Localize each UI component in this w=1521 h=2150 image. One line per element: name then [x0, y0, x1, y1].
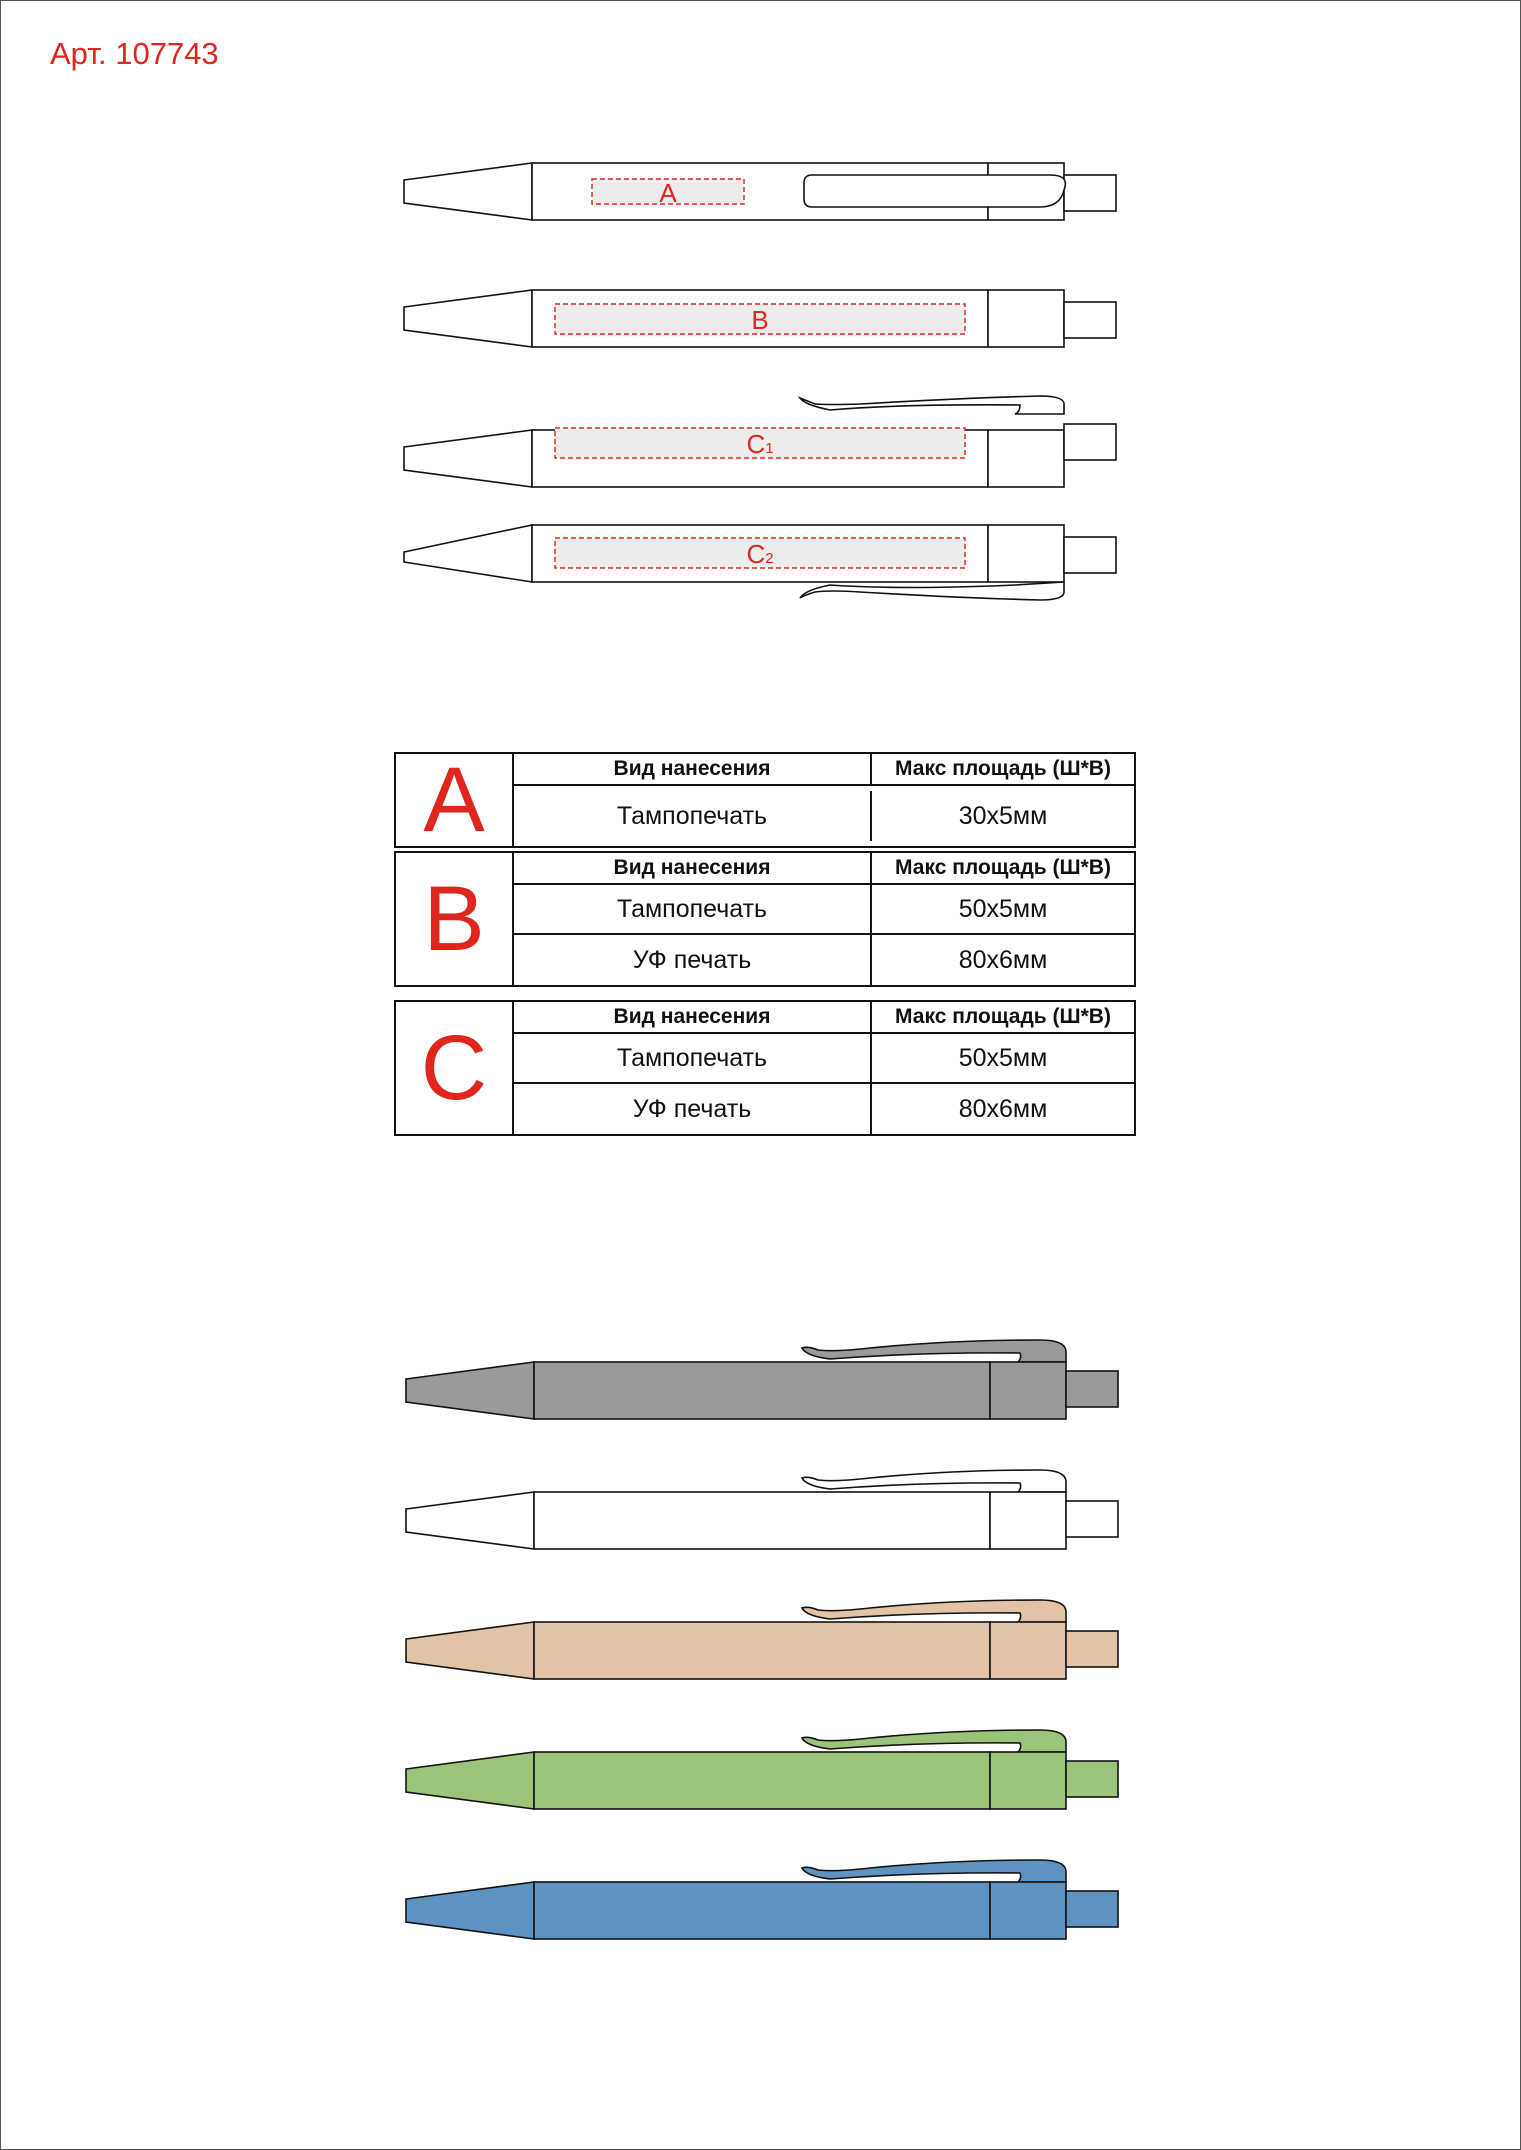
table-letter: B	[396, 853, 514, 985]
zone-label-c2: C2	[746, 539, 774, 569]
color-variants	[406, 1340, 1118, 1939]
pen-grey	[406, 1340, 1118, 1419]
header-area: Макс площадь (Ш*В)	[872, 853, 1134, 885]
header-area: Макс площадь (Ш*В)	[872, 754, 1134, 786]
print-table-a	[394, 749, 1136, 851]
print-table-c	[394, 1000, 1136, 1136]
header-method: Вид нанесения	[514, 754, 872, 786]
pen-blue	[406, 1860, 1118, 1939]
row-area: 30х5мм	[958, 801, 1048, 830]
row-method: УФ печать	[514, 935, 872, 985]
pen-green	[406, 1730, 1118, 1809]
table-letter: A	[396, 754, 514, 846]
pen-diagram-zone-b	[404, 290, 1116, 347]
article-number: Арт. 107743	[50, 36, 219, 71]
row-method: Тампопечать	[514, 791, 872, 841]
header-area: Макс площадь (Ш*В)	[872, 1002, 1134, 1034]
pen-diagram-zone-c2	[404, 525, 1116, 600]
table-letter: C	[396, 1002, 514, 1134]
zone-label-c1: C1	[746, 429, 774, 459]
print-table-b	[394, 851, 1136, 987]
pen-beige	[406, 1600, 1118, 1679]
row-method: Тампопечать	[514, 885, 872, 935]
zone-label-a: A	[659, 178, 677, 208]
row-area: 50х5мм	[872, 885, 1134, 935]
pen-white	[406, 1470, 1118, 1549]
row-area: 50х5мм	[872, 1034, 1134, 1084]
row-area: 80х6мм	[958, 945, 1048, 974]
zone-label-b: B	[751, 305, 769, 335]
pen-diagram-zone-a	[404, 163, 1116, 220]
row-method: УФ печать	[514, 1084, 872, 1134]
pen-diagram-zone-c1	[404, 396, 1116, 487]
header-method: Вид нанесения	[514, 1002, 872, 1034]
row-area: 80х6мм	[958, 1094, 1048, 1123]
header-method: Вид нанесения	[514, 853, 872, 885]
row-method: Тампопечать	[514, 1034, 872, 1084]
